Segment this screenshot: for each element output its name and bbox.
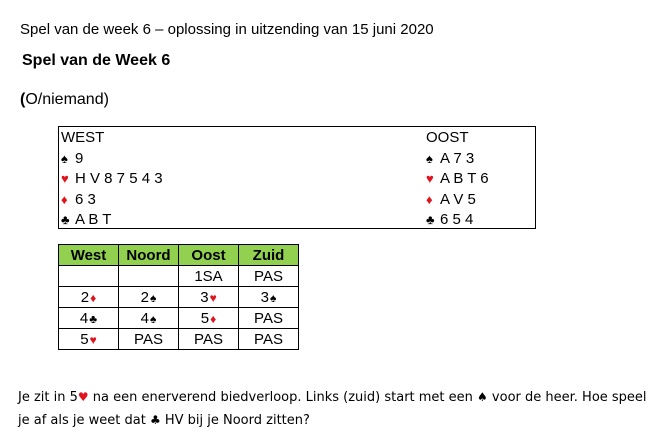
bid-cell-noord — [119, 329, 179, 350]
west-hand — [61, 128, 163, 231]
east-name: OOST — [426, 129, 469, 146]
east-hearts — [426, 169, 489, 190]
bidding-row — [59, 287, 299, 308]
west-clubs-cards: A B T — [75, 211, 112, 228]
bid-text: 3 — [200, 288, 209, 306]
west-clubs — [61, 210, 163, 231]
bid-text: 5 — [200, 309, 210, 327]
west-hearts-cards: H V 8 7 5 4 3 — [75, 170, 163, 187]
west-spades — [61, 149, 163, 170]
page-title: Spel van de Week 6 — [22, 52, 171, 69]
bid-text: PAS — [254, 267, 283, 285]
heart-icon: ♥ — [209, 290, 217, 305]
diamond-icon: ♦ — [426, 191, 433, 207]
bidding-header-row — [59, 245, 299, 266]
bidding-header-noord: Noord — [119, 245, 179, 266]
bid-text: 4 — [140, 309, 149, 327]
bid-cell-west — [59, 308, 119, 329]
east-diamonds — [426, 190, 489, 211]
bid-cell-oost — [179, 266, 239, 287]
east-hearts-cards: A B T 6 — [440, 170, 489, 187]
bid-cell-zuid — [239, 266, 299, 287]
bidding-header-zuid: Zuid — [239, 245, 299, 266]
question-part-2: na een enerverend biedverloop. Links (zuid) start met een — [88, 390, 478, 405]
east-hand — [426, 128, 489, 231]
east-clubs — [426, 210, 489, 231]
west-name: WEST — [61, 129, 105, 146]
diamond-icon: ♦ — [210, 311, 217, 326]
bid-text: PAS — [254, 330, 283, 348]
bidding-header-oost: Oost — [179, 245, 239, 266]
bid-text: PAS — [194, 330, 223, 348]
club-icon: ♣ — [426, 212, 435, 227]
bid-text: 2 — [140, 288, 149, 306]
spade-icon: ♠ — [61, 150, 68, 166]
question-part-3: voor de heer. Hoe speel je af als je weet dat — [18, 390, 647, 428]
east-spades-cards: A 7 3 — [440, 149, 475, 167]
heart-icon: ♥ — [426, 171, 434, 186]
bid-cell-noord — [119, 266, 179, 287]
east-clubs-cards: 6 5 4 — [440, 211, 474, 228]
bidding-row — [59, 308, 299, 329]
diamond-icon: ♦ — [61, 191, 68, 207]
bid-cell-west — [59, 329, 119, 350]
spade-icon: ♠ — [149, 290, 157, 305]
spade-icon: ♠ — [149, 311, 157, 326]
bid-text: 5 — [80, 330, 89, 348]
heart-icon: ♥ — [77, 390, 89, 404]
bid-cell-noord — [119, 308, 179, 329]
west-diamonds-cards: 6 3 — [75, 190, 96, 208]
question-part-1: Je zit in 5 — [18, 390, 78, 405]
east-spades — [426, 149, 489, 170]
dealer-info — [20, 91, 109, 109]
west-spades-cards: 9 — [75, 149, 84, 167]
dealer-open-paren: ( — [20, 91, 26, 108]
bid-text: 4 — [79, 309, 89, 327]
heart-icon: ♥ — [89, 332, 97, 347]
bidding-row — [59, 329, 299, 350]
bid-text: 3 — [260, 288, 269, 306]
bid-cell-west — [59, 266, 119, 287]
east-diamonds-cards: A V 5 — [440, 190, 476, 208]
bid-cell-oost — [179, 308, 239, 329]
hands-box — [58, 126, 536, 229]
bid-cell-zuid — [239, 308, 299, 329]
bid-cell-noord — [119, 287, 179, 308]
diamond-icon: ♦ — [90, 290, 97, 305]
dealer-text: O/niemand) — [25, 91, 109, 108]
bid-text: 2 — [80, 288, 90, 306]
heart-icon: ♥ — [61, 171, 69, 186]
question-text — [18, 386, 648, 432]
west-hearts — [61, 169, 163, 190]
spade-icon: ♠ — [477, 390, 488, 404]
west-diamonds — [61, 190, 163, 211]
bid-text: PAS — [254, 309, 283, 327]
club-icon: ♣ — [89, 311, 98, 326]
spade-icon: ♠ — [426, 150, 433, 166]
bid-text: 1SA — [194, 267, 223, 285]
bidding-table — [58, 244, 299, 350]
club-icon: ♣ — [149, 413, 161, 427]
bid-cell-oost — [179, 329, 239, 350]
page-header: Spel van de week 6 – oplossing in uitzending van 15 juni 2020 — [20, 21, 434, 38]
bid-cell-oost — [179, 287, 239, 308]
bid-cell-zuid — [239, 329, 299, 350]
spade-icon: ♠ — [269, 290, 277, 305]
bidding-row — [59, 266, 299, 287]
bid-cell-west — [59, 287, 119, 308]
bid-text: PAS — [134, 330, 163, 348]
club-icon: ♣ — [61, 212, 70, 227]
bidding-header-west: West — [59, 245, 119, 266]
bid-cell-zuid — [239, 287, 299, 308]
question-part-4: HV bij je Noord zitten? — [160, 413, 310, 428]
